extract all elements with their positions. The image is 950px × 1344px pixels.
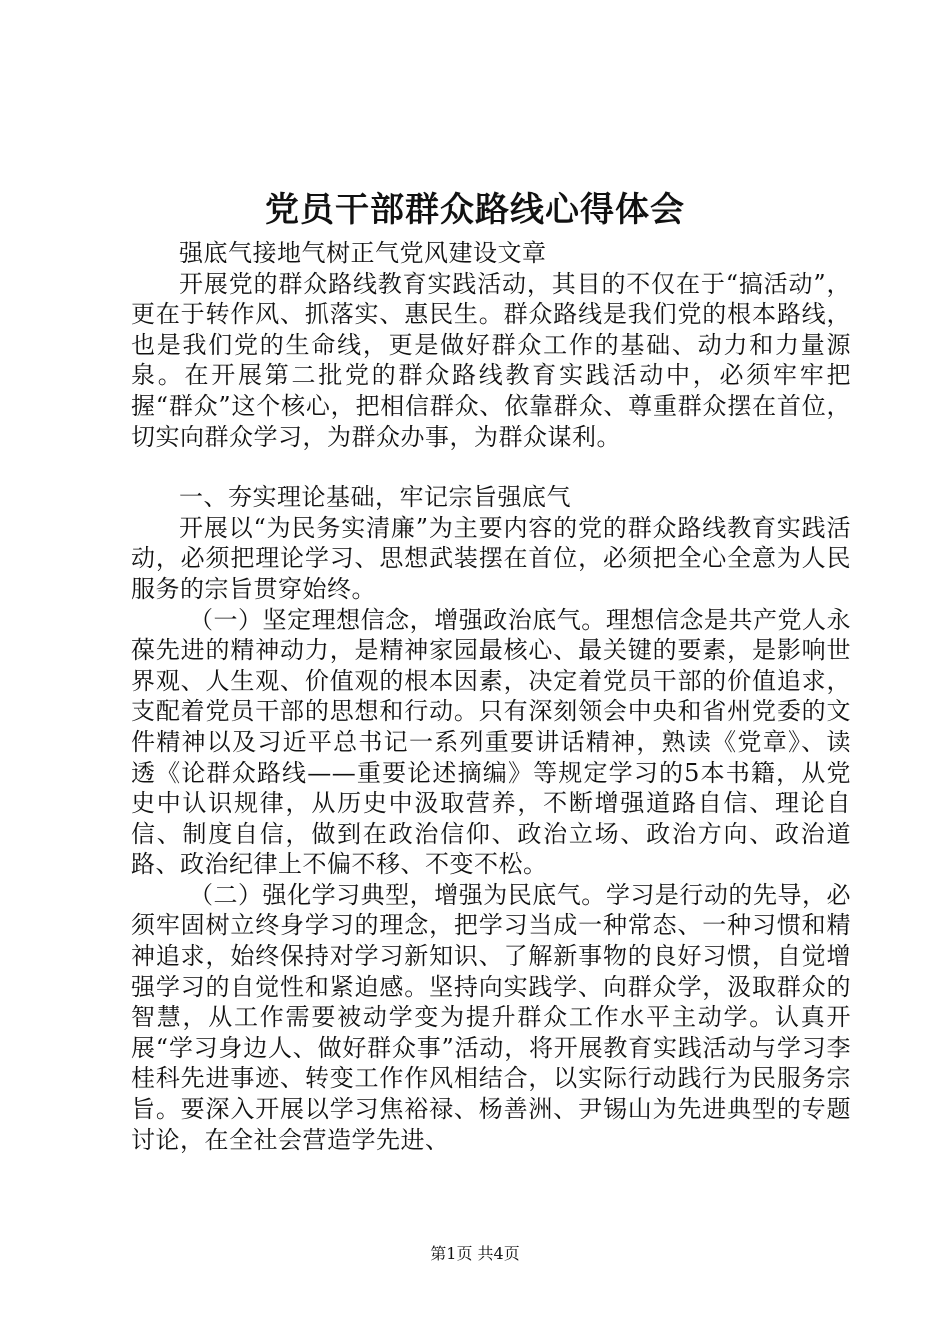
subsection-paragraph-2: （二）强化学习典型，增强为民底气。学习是行动的先导，必须牢固树立终身学习的理念，把学习当成一种常态、一种习惯和精神追求，始终保持对学习新知识、了解新事物的良好习惯，自觉增强学习的自觉性和紧迫感。坚持向实践学、向群众学，汲取群众的智慧，从工作需要被动学变为提升群众工作水平主动学。认真开展“学习身边人、做好群众事”活动，将开展教育实践活动与学习李桂科先进事迹、转变工作作风相结合，以实际行动践行为民服务宗旨。要深入开展以学习焦裕禄、杨善洲、尹锡山为先进典型的专题讨论，在全社会营造学先进、 <box>131 880 851 1154</box>
page-footer: 第1页 共4页 <box>430 1244 520 1263</box>
section-paragraph: 开展以“为民务实清廉”为主要内容的党的群众路线教育实践活动，必须把理论学习、思想武装摆在首位，必须把全心全意为人民服务的宗旨贯穿始终。 <box>131 513 851 603</box>
document-title: 党员干部群众路线心得体会 <box>265 190 685 230</box>
document-body <box>131 238 851 1155</box>
paragraph-gap <box>131 452 851 482</box>
intro-paragraph: 开展党的群众路线教育实践活动，其目的不仅在于“搞活动”，更在于转作风、抓落实、惠民生。群众路线是我们党的根本路线，也是我们党的生命线，更是做好群众工作的基础、动力和力量源泉。在开展第二批党的群众路线教育实践活动中，必须牢牢把握“群众”这个核心，把相信群众、依靠群众、尊重群众摆在首位，切实向群众学习，为群众办事，为群众谋利。 <box>131 269 851 451</box>
section-heading: 一、夯实理论基础，牢记宗旨强底气 <box>179 483 571 512</box>
subsection-paragraph-1: （一）坚定理想信念，增强政治底气。理想信念是共产党人永葆先进的精神动力，是精神家园最核心、最关键的要素，是影响世界观、人生观、价值观的根本因素，决定着党员干部的价值追求，支配着党员干部的思想和行动。只有深刻领会中央和省州党委的文件精神以及习近平总书记一系列重要讲话精神，熟读《党章》、读透《论群众路线——重要论述摘编》等规定学习的5本书籍，从党史中认识规律，从历史中汲取营养，不断增强道路自信、理论自信、制度自信，做到在政治信仰、政治立场、政治方向、政治道路、政治纪律上不偏不移、不变不松。 <box>131 605 851 879</box>
subtitle-paragraph: 强底气接地气树正气党风建设文章 <box>179 239 547 267</box>
